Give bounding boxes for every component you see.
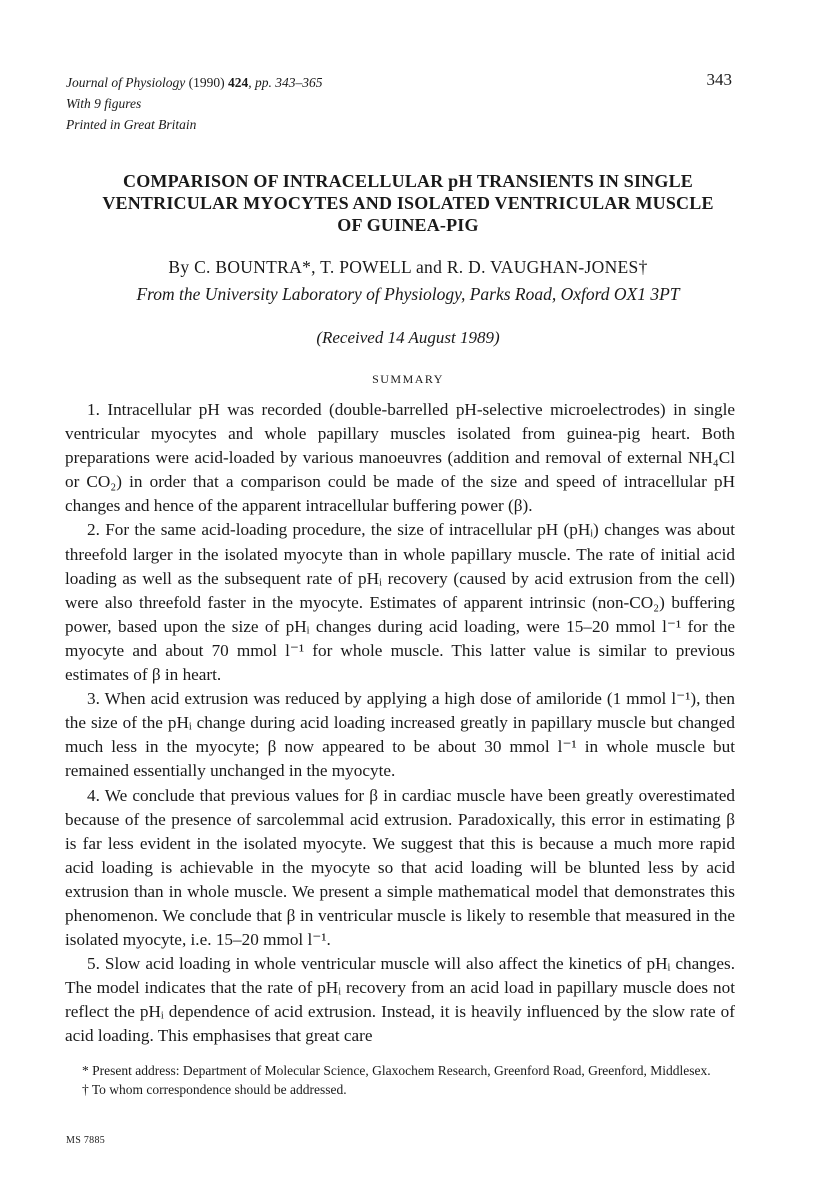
summary-heading: SUMMARY — [372, 372, 444, 386]
page-number: 343 — [706, 70, 732, 89]
journal-volume: 424 — [227, 75, 249, 90]
footnote-correspondence: † To whom correspondence should be addressed. — [82, 1081, 347, 1097]
summary-paragraph: 4. We conclude that previous values for β in cardiac muscle have been greatly overestimated because of the presence of sarcolemmal acid extrusion. Paradoxically, this error in estimating β is far less evident in the isolated myocyte. We suggest that this is because a much more rapid acid loading is achievable in the myocyte so that acid loading will be blunted less by acid extrusion than in whole muscle. We present a simple mathematical model that demonstrates this phenomenon. We conclude that β in ventricular muscle is likely to resemble that measured in the isolated myocyte, i.e. 15–20 mmol l⁻¹. — [65, 785, 735, 950]
summary-paragraph: 3. When acid extrusion was reduced by applying a high dose of amiloride (1 mmol l⁻¹), then the size of the pHᵢ change during acid loading increased greatly in papillary muscle but changed much less in the myocyte; β now appeared to be about 30 mmol l⁻¹ in whole muscle but remained essentially unchanged in the myocyte. — [65, 689, 735, 781]
author-list: By C. BOUNTRA*, T. POWELL and R. D. VAUGHAN-JONES† — [168, 257, 648, 277]
summary-paragraph: 1. Intracellular pH was recorded (double-barrelled pH-selective microelectrodes) in single ventricular myocytes and whole papillary muscles isolated from guinea-pig heart. Both preparations were acid-loaded by various manoeuvres (addition and removal of external NH₄Cl or CO₂) in order that a comparison could be made of the size and speed of intracellular pH changes and hence of the apparent intracellular buffering power (β). — [65, 400, 735, 516]
summary-paragraph: 2. For the same acid-loading procedure, the size of intracellular pH (pHᵢ) changes was about threefold larger in the isolated myocyte than in whole papillary muscle. The rate of initial acid loading as well as the subsequent rate of pHᵢ recovery (caused by acid extrusion from the cell) were also threefold faster in the myocyte. Estimates of apparent intrinsic (non-CO₂) buffering power, based upon the size of pHᵢ changes during acid loading, were 15–20 mmol l⁻¹ for the myocyte and about 70 mmol l⁻¹ for whole muscle. This latter value is similar to previous estimates of β in heart. — [65, 520, 735, 685]
affiliation: From the University Laboratory of Physiology, Parks Road, Oxford OX1 3PT — [136, 284, 680, 304]
citation-line: Journal of Physiology (1990) 424, pp. 343–365 — [66, 75, 323, 90]
journal-year: (1990) — [188, 75, 225, 90]
received-date: (Received 14 August 1989) — [316, 328, 500, 347]
footnotes — [66, 1062, 734, 1099]
journal-name: Journal of Physiology — [66, 75, 186, 90]
summary-body — [65, 398, 735, 1049]
journal-citation — [66, 72, 322, 135]
footnote-present-address: * Present address: Department of Molecular Science, Glaxochem Research, Greenford Road, Greenford, Middlesex. — [82, 1063, 711, 1078]
figures-note: With 9 figures — [66, 96, 142, 111]
summary-paragraph: 5. Slow acid loading in whole ventricular muscle will also affect the kinetics of pHᵢ changes. The model indicates that the rate of pHᵢ recovery from an acid load in papillary muscle does not reflect the pHᵢ dependence of acid extrusion. Instead, it is heavily influenced by the slow rate of acid loading. This emphasises that great care — [65, 954, 735, 1046]
paper-title — [60, 170, 756, 236]
manuscript-code: MS 7885 — [66, 1135, 106, 1146]
title-line: VENTRICULAR MYOCYTES AND ISOLATED VENTRICULAR MUSCLE — [102, 193, 714, 213]
journal-pages: pp. 343–365 — [254, 75, 323, 90]
title-line: OF GUINEA-PIG — [337, 215, 479, 235]
printed-note: Printed in Great Britain — [66, 117, 197, 132]
title-line: COMPARISON OF INTRACELLULAR pH TRANSIENTS IN SINGLE — [123, 171, 693, 191]
